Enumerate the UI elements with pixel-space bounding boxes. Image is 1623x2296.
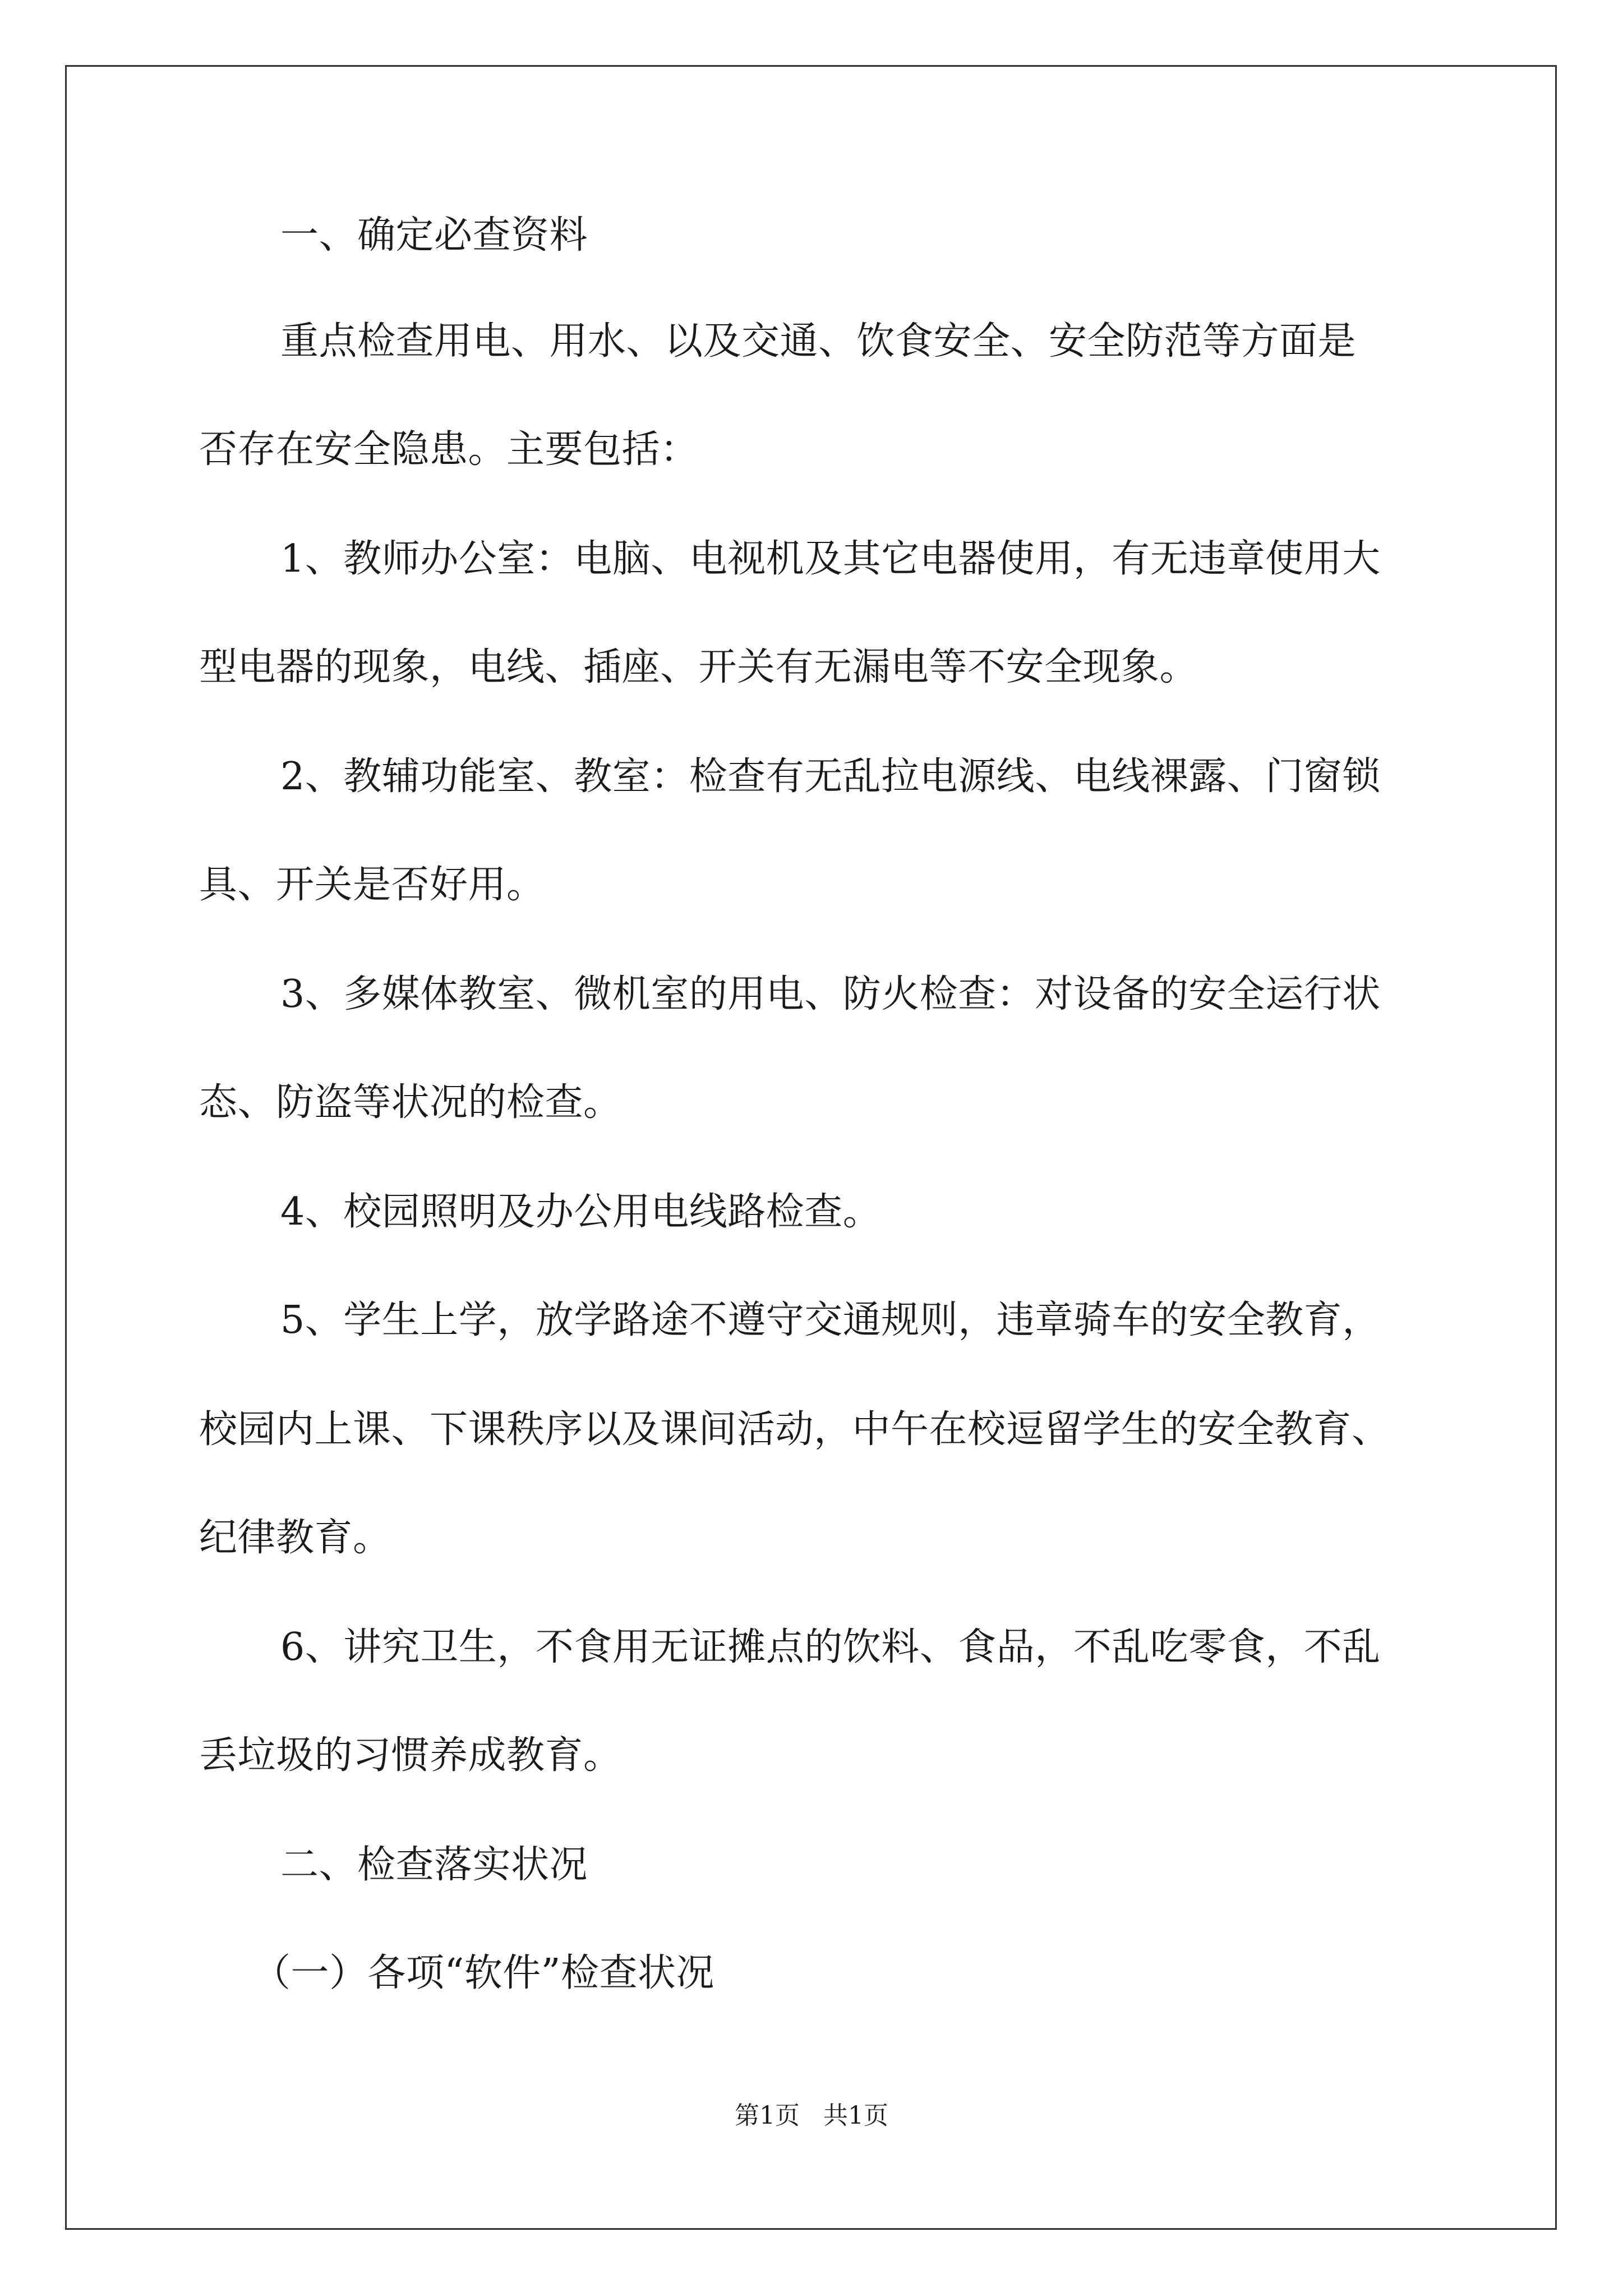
- list-item-6-line: 丢垃圾的习惯养成教育。: [199, 1733, 622, 1778]
- list-item-5-line: 校园内上课、下课秩序以及课间活动，中午在校逗留学生的安全教育、: [199, 1407, 1390, 1452]
- list-item-2-line: 2、教辅功能室、教室：检查有无乱拉电源线、电线裸露、门窗锁: [280, 754, 1381, 799]
- list-item-6-line: 6、讲究卫生，不食用无证摊点的饮料、食品，不乱吃零食，不乱: [280, 1625, 1381, 1669]
- list-item-3-line: 3、多媒体教室、微机室的用电、防火检查：对设备的安全运行状: [280, 972, 1381, 1016]
- section-heading-2: 二、检查落实状况: [280, 1843, 588, 1887]
- paragraph-line: 否存在安全隐患。主要包括：: [199, 427, 699, 472]
- list-item-5-line: 5、学生上学，放学路途不遵守交通规则，违章骑车的安全教育，: [280, 1298, 1381, 1342]
- page-border: [65, 65, 1557, 2230]
- list-item-1-line: 型电器的现象，电线、插座、开关有无漏电等不安全现象。: [199, 645, 1198, 689]
- list-item-5-line: 纪律教育。: [199, 1516, 391, 1560]
- list-item-2-line: 具、开关是否好用。: [199, 863, 545, 907]
- section-heading-1: 一、确定必查资料: [280, 213, 588, 257]
- list-item-1-line: 1、教师办公室：电脑、电视机及其它电器使用，有无违章使用大: [280, 537, 1381, 581]
- list-item-3-line: 态、防盗等状况的检查。: [199, 1080, 622, 1125]
- list-item-4-line: 4、校园照明及办公用电线路检查。: [280, 1190, 882, 1234]
- paragraph-line: 重点检查用电、用水、以及交通、饮食安全、安全防范等方面是: [280, 319, 1357, 364]
- page-footer: 第1页 共1页: [735, 2101, 888, 2130]
- subsection-heading: （一）各项“软件”检查状况: [252, 1951, 715, 1995]
